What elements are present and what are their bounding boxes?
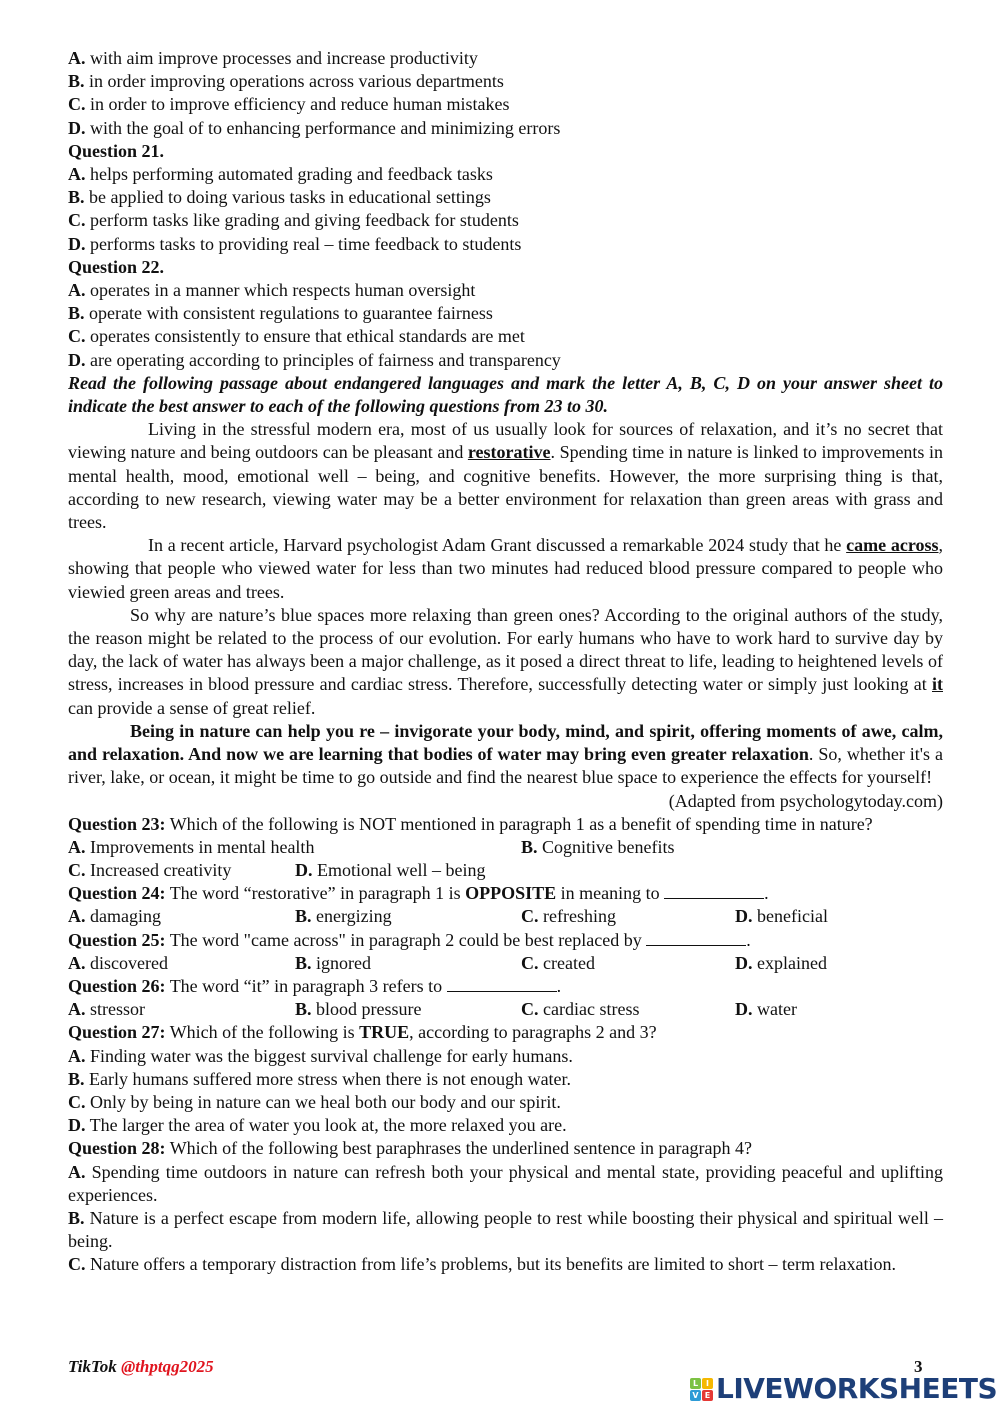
q25-option-a[interactable]: A. discovered — [68, 952, 168, 973]
worksheet-page — [68, 47, 943, 1277]
q23-option-b[interactable]: B. Cognitive benefits — [521, 836, 675, 857]
passage-paragraph-3: So why are nature’s blue spaces more relaxing than green ones? According to the original authors of the study, the reason might be related to the process of our evolution. For early humans who have to work hard to survive day by day, the lack of water has always been a major challenge, as it posed a direct threat to life, leading to heightened levels of stress, increases in blood pressure and cardiac stress. Therefore, successfully detecting water or simply just looking at it can provide a sense of great relief. — [68, 604, 943, 718]
q25-option-b[interactable]: B. ignored — [295, 952, 371, 973]
q26-option-c[interactable]: C. cardiac stress — [521, 999, 640, 1020]
q20-option-c[interactable]: C. in order to improve efficiency and reduce human mistakes — [68, 94, 510, 115]
passage-paragraph-4: Being in nature can help you re – invigorate your body, mind, and spirit, offering moments of awe, calm, and relaxation. And now we are learning that bodies of water may bring even greater relaxation. So, whether it's a river, lake, or ocean, it might be time to go outside and find the nearest blue space to experience the effects for yourself! — [68, 720, 943, 788]
page-number: 3 — [914, 1357, 923, 1376]
q24-option-a[interactable]: A. damaging — [68, 906, 161, 927]
q21-option-b[interactable]: B. be applied to doing various tasks in educational settings — [68, 187, 491, 208]
q23-option-a[interactable]: A. Improvements in mental health — [68, 836, 315, 857]
keyword-came-across: came across — [846, 535, 939, 556]
q27-option-d[interactable]: D. The larger the area of water you look at, the more relaxed you are. — [68, 1115, 567, 1136]
q24-option-d[interactable]: D. beneficial — [735, 906, 828, 927]
q20-option-a[interactable]: A. with aim improve processes and increase productivity — [68, 48, 478, 68]
q28-stem: Question 28: Which of the following best paraphrases the underlined sentence in paragraph 4? — [68, 1138, 752, 1159]
reading-instruction: Read the following passage about endangered languages and mark the letter A, B, C, D on your answer sheet to indicate the best answer to each of the following questions from 23 to 30. — [68, 372, 943, 417]
live-squares-icon: L I V E — [690, 1378, 713, 1401]
q20-option-b[interactable]: B. in order improving operations across various departments — [68, 71, 504, 92]
passage-source: (Adapted from psychologytoday.com) — [668, 790, 943, 811]
answer-blank[interactable] — [646, 929, 746, 946]
passage-paragraph-1: Living in the stressful modern era, most of us usually look for sources of relaxation, and it’s no secret that viewing nature and being outdoors can be pleasant and restorative. Spending time in nature is linked to improvements in mental health, mood, emotional well – being, and cognitive benefits. However, the more surprising thing is that, according to new research, viewing water may be a better environment for relaxation than green areas with grass and trees. — [68, 419, 943, 533]
q21-title: Question 21. — [68, 140, 165, 161]
q25-option-c[interactable]: C. created — [521, 952, 595, 973]
keyword-restorative: restorative — [467, 442, 551, 463]
answer-blank[interactable] — [664, 882, 764, 899]
answer-blank[interactable] — [447, 975, 557, 992]
q22-title: Question 22. — [68, 256, 165, 277]
q28-option-b[interactable]: B. Nature is a perfect escape from modern life, allowing people to rest while boosting their physical and spiritual well – being. — [68, 1208, 943, 1252]
q26-option-a[interactable]: A. stressor — [68, 999, 145, 1020]
q23-option-d[interactable]: D. Emotional well – being — [295, 860, 486, 881]
keyword-it: it — [932, 674, 943, 695]
q23-options-row-2 — [68, 859, 943, 882]
q22-option-c[interactable]: C. operates consistently to ensure that ethical standards are met — [68, 326, 525, 347]
bold-sentence: Being in nature can help you re – invigorate your body, mind, and spirit, offering moments of awe, calm, and relaxation. And now we are learning that bodies of water may bring even greater relaxation — [68, 720, 943, 765]
q25-option-d[interactable]: D. explained — [735, 952, 827, 973]
q24-stem: Question 24: The word “restorative” in paragraph 1 is OPPOSITE in meaning to . — [68, 883, 769, 904]
q20-option-d[interactable]: D. with the goal of to enhancing performance and minimizing errors — [68, 117, 561, 138]
q25-options — [68, 952, 943, 975]
q24-option-b[interactable]: B. energizing — [295, 906, 392, 927]
q26-option-b[interactable]: B. blood pressure — [295, 999, 422, 1020]
q26-stem: Question 26: The word “it” in paragraph 3 refers to . — [68, 976, 562, 997]
logo-text: LIVEWORKSHEETS — [716, 1372, 998, 1405]
q21-option-c[interactable]: C. perform tasks like grading and giving feedback for students — [68, 210, 519, 231]
q21-option-a[interactable]: A. helps performing automated grading and feedback tasks — [68, 164, 493, 185]
q22-option-b[interactable]: B. operate with consistent regulations to guarantee fairness — [68, 303, 493, 324]
tiktok-handle: @thptqg2025 — [121, 1357, 214, 1376]
q27-stem: Question 27: Which of the following is TRUE, according to paragraphs 2 and 3? — [68, 1022, 657, 1043]
q28-option-c[interactable]: C. Nature offers a temporary distraction from life’s problems, but its benefits are limited to short – term relaxation. — [68, 1254, 896, 1275]
passage-paragraph-2: In a recent article, Harvard psychologist Adam Grant discussed a remarkable 2024 study that he came across, showing that people who viewed water for less than two minutes had reduced blood pressure compared to people who viewied green areas and trees. — [68, 535, 943, 602]
q23-stem: Question 23: Which of the following is NOT mentioned in paragraph 1 as a benefit of spending time in nature? — [68, 813, 873, 834]
q22-option-d[interactable]: D. are operating according to principles of fairness and transparency — [68, 349, 561, 370]
q21-option-d[interactable]: D. performs tasks to providing real – time feedback to students — [68, 233, 522, 254]
q27-option-b[interactable]: B. Early humans suffered more stress when there is not enough water. — [68, 1068, 572, 1089]
q25-stem: Question 25: The word "came across" in paragraph 2 could be best replaced by . — [68, 929, 751, 950]
q23-options-row-1 — [68, 836, 943, 859]
q23-option-c[interactable]: C. Increased creativity — [68, 860, 232, 881]
q28-option-a[interactable]: A. Spending time outdoors in nature can refresh both your physical and mental state, providing peaceful and uplifting experiences. — [68, 1161, 943, 1205]
q27-option-a[interactable]: A. Finding water was the biggest survival challenge for early humans. — [68, 1045, 573, 1066]
liveworksheets-logo[interactable] — [690, 1374, 997, 1404]
q22-option-a[interactable]: A. operates in a manner which respects human oversight — [68, 280, 476, 301]
q26-options — [68, 998, 943, 1021]
q26-option-d[interactable]: D. water — [735, 999, 797, 1020]
q24-option-c[interactable]: C. refreshing — [521, 906, 616, 927]
footer-tiktok: TikTok @thptqg2025 — [68, 1357, 214, 1376]
q24-options — [68, 905, 943, 928]
q27-option-c[interactable]: C. Only by being in nature can we heal both our body and our spirit. — [68, 1092, 561, 1113]
